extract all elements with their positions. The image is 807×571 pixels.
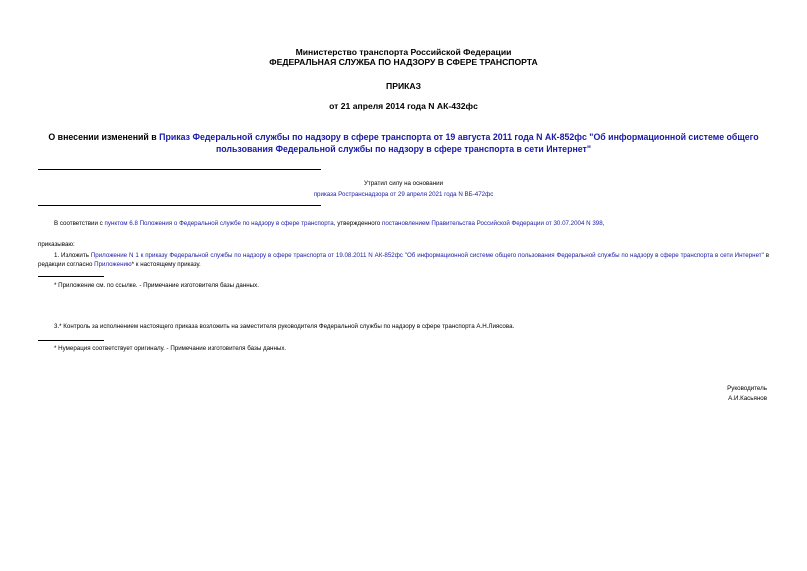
- footnote-1: * Приложение см. по ссылке. - Примечание изготовителя базы данных.: [54, 282, 259, 289]
- basis-paragraph: [54, 219, 769, 228]
- basis-text-start: В соответствии с: [54, 220, 105, 227]
- doc-date-number: от 21 апреля 2014 года N АК-432фс: [329, 101, 478, 111]
- service-heading: ФЕДЕРАЛЬНАЯ СЛУЖБА ПО НАДЗОРУ В СФЕРЕ ТРАНСПОРТА: [269, 57, 538, 67]
- item-1-text-end: * к настоящему приказу.: [131, 261, 201, 268]
- signer-name: А.И.Касьянов: [728, 395, 767, 402]
- title-prefix: О внесении изменений в: [48, 132, 160, 142]
- ministry-heading: Министерство транспорта Российской Федерации: [295, 47, 512, 57]
- status-block: [0, 190, 807, 199]
- footnote-separator: [38, 276, 104, 277]
- government-decree-link[interactable]: постановлением Правительства Российской Федерации от 30.07.2004 N 398: [381, 220, 603, 227]
- footnote-2: * Нумерация соответствует оригиналу. - Примечание изготовителя базы данных.: [54, 345, 287, 352]
- order-word: приказываю:: [38, 241, 75, 248]
- amended-order-link[interactable]: Приказ Федеральной службы по надзору в сфере транспорта от 19 августа 2011 года N АК-852фс "Об информационной системе общего пользования Федеральной службы по надзору в сфере транспорта в сети Интернет": [159, 132, 759, 154]
- item-3-paragraph: 3.* Контроль за исполнением настоящего приказа возложить на заместителя руководителя Федеральной службы по надзору в сфере транспорта А.Н.Лиясова.: [54, 323, 515, 330]
- appendix-1-link[interactable]: Приложение N 1 к приказу Федеральной службы по надзору в сфере транспорта от 19.08.2011 N АК-852фс "Об информационной системе общего пользования Федеральной службы по надзору в сфере транспорта в сети Интернет": [90, 252, 764, 259]
- regulation-clause-link[interactable]: пунктом 6.8 Положения о Федеральной службе по надзору в сфере транспорта: [104, 220, 334, 227]
- item-1-paragraph: [38, 251, 769, 269]
- footnote-separator: [38, 340, 104, 341]
- signer-position: Руководитель: [727, 385, 767, 392]
- separator-line: [38, 169, 321, 170]
- document-title: [30, 131, 777, 155]
- doc-type-heading: ПРИКАЗ: [386, 81, 421, 91]
- separator-line: [38, 205, 321, 206]
- appendix-link[interactable]: Приложению: [94, 261, 132, 268]
- basis-text-mid: , утвержденного: [333, 220, 382, 227]
- item-1-text-mid: в редакции согласно: [38, 252, 769, 268]
- status-line: Утратил силу на основании: [363, 180, 444, 187]
- item-1-text-start: 1. Изложить: [54, 252, 91, 259]
- repeal-order-link[interactable]: приказа Ространснадзора от 29 апреля 2021 года N ВБ-472фс: [313, 191, 494, 198]
- basis-text-end: ,: [602, 220, 605, 227]
